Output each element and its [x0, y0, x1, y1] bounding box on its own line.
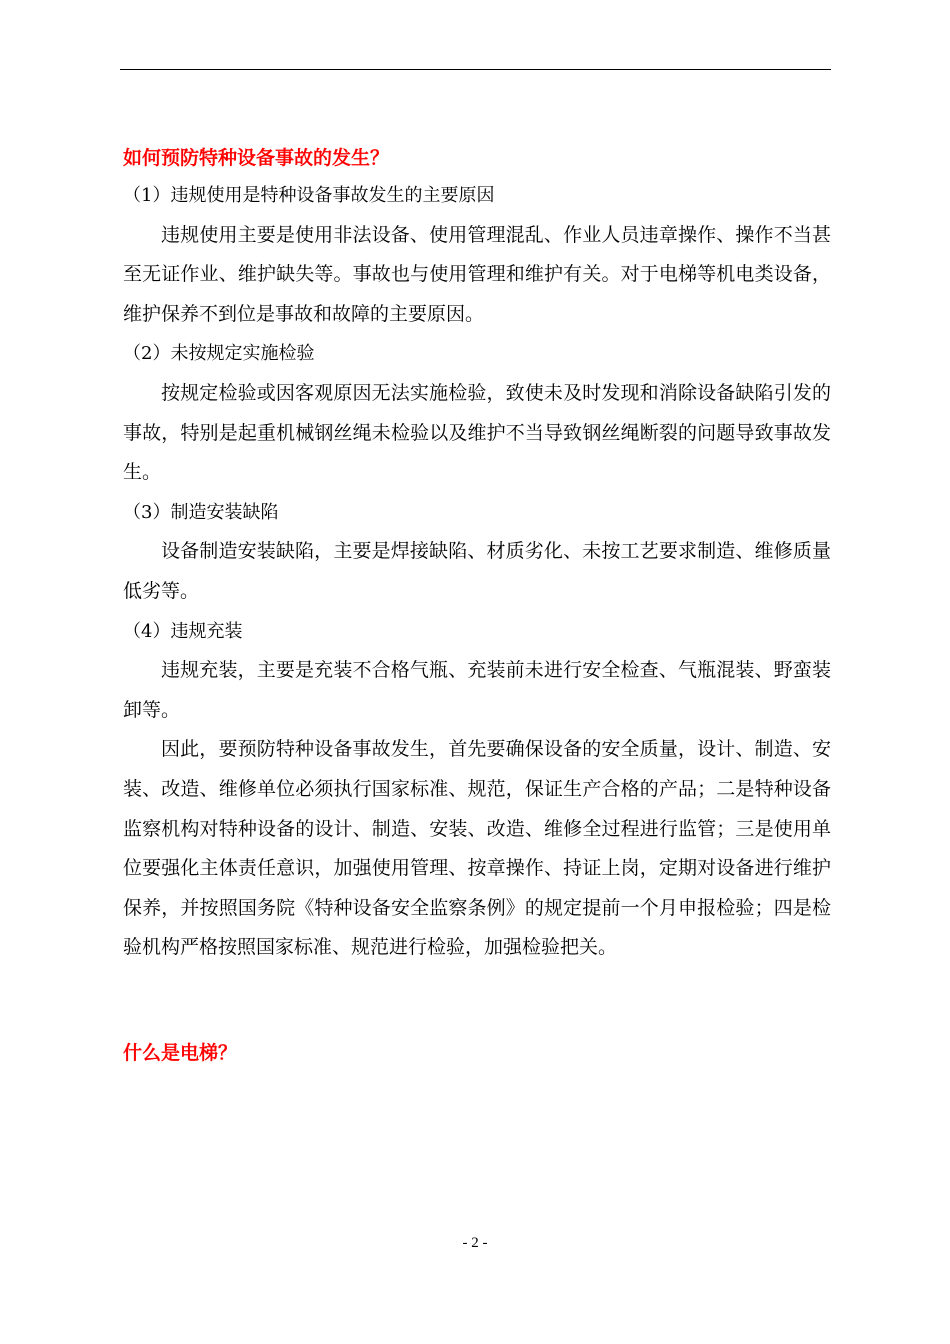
list-item-label: （3）制造安装缺陷 — [123, 501, 279, 523]
conclusion-paragraph: 因此，要预防特种设备事故发生，首先要确保设备的安全质量，设计、制造、安装、改造、维修单位必须执行国家标准、规范，保证生产合格的产品；二是特种设备监察机构对特种设备的设计、制造、安装、改造、维修全过程进行监管；三是使用单位要强化主体责任意识，加强使用管理、按章操作、持证上岗，定期对设备进行维护保养，并按照国务院《特种设备安全监察条例》的规定提前一个月申报检验；四是检验机构严格按照国家标准、规范进行检验，加强检验把关。 — [123, 738, 831, 959]
list-item-body: 设备制造安装缺陷，主要是焊接缺陷、材质劣化、未按工艺要求制造、维修质量低劣等。 — [123, 540, 831, 602]
list-item-label: （1）违规使用是特种设备事故发生的主要原因 — [123, 185, 495, 206]
list-item-body: 违规使用主要是使用非法设备、使用管理混乱、作业人员违章操作、操作不当甚至无证作业、维护缺失等。事故也与使用管理和维护有关。对于电梯等机电类设备，维护保养不到位是事故和故障的主要原因。 — [123, 223, 831, 325]
header-rule — [120, 69, 831, 70]
page-content — [123, 140, 831, 1071]
list-item-label: （4）违规充装 — [123, 620, 243, 642]
section-heading-elevator: 什么是电梯？ — [123, 1041, 238, 1064]
list-item-label: （2）未按规定实施检验 — [123, 343, 315, 365]
section-heading-prevention: 如何预防特种设备事故的发生？ — [123, 147, 390, 169]
list-item-body: 按规定检验或因客观原因无法实施检验，致使未及时发现和消除设备缺陷引发的事故，特别是起重机械钢丝绳未检验以及维护不当导致钢丝绳断裂的问题导致事故发生。 — [123, 381, 831, 484]
page-number: - 2 - — [462, 1235, 488, 1251]
list-item-body: 违规充装，主要是充装不合格气瓶、充装前未进行安全检查、气瓶混装、野蛮装卸等。 — [123, 659, 831, 721]
